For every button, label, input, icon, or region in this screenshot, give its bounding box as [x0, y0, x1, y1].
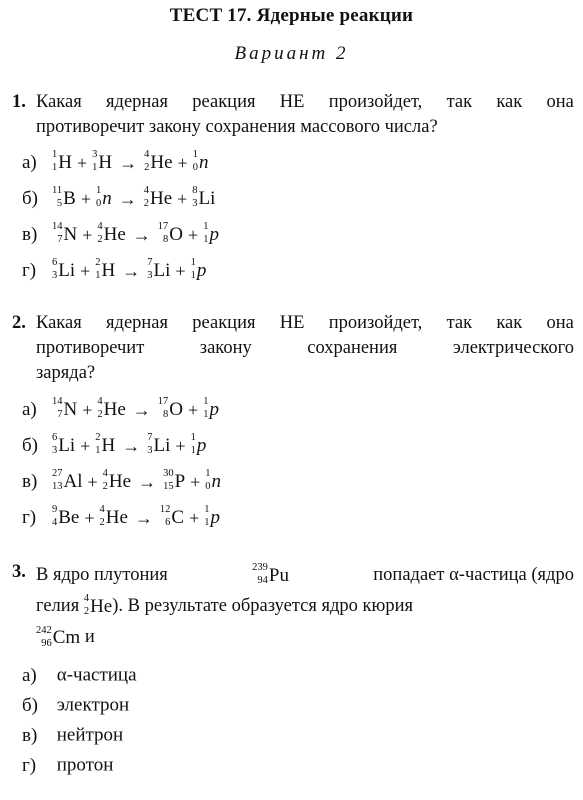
- option-item[interactable]: [22, 690, 129, 720]
- option-label: б): [22, 694, 38, 716]
- mass-number: 17: [157, 221, 169, 233]
- nuclide: [160, 502, 184, 533]
- nuclide: [193, 147, 209, 178]
- nuclide-numbers: [204, 505, 209, 528]
- nuclide: [203, 219, 219, 250]
- charge-number: 8: [163, 234, 169, 246]
- nuclide: [204, 502, 220, 533]
- option-item[interactable]: [22, 720, 123, 750]
- option-text: протон: [56, 754, 114, 776]
- word: противоречит: [36, 338, 145, 358]
- variant-label: Вариант 2: [234, 43, 349, 64]
- arrow-icon: →: [119, 152, 138, 173]
- nuclide: [191, 430, 207, 461]
- charge-number: 96: [41, 637, 52, 649]
- charge-number: 3: [52, 445, 58, 457]
- nuclide: [97, 219, 125, 250]
- question-line: [36, 622, 574, 653]
- mass-number: 9: [52, 504, 58, 516]
- option-item[interactable]: [22, 219, 219, 249]
- test-title: [0, 5, 583, 27]
- word: как: [496, 92, 523, 112]
- element-symbol: Li: [58, 259, 76, 281]
- mass-number: 30: [163, 468, 174, 480]
- nuclide-cm: [36, 622, 80, 653]
- charge-number: 15: [163, 481, 174, 493]
- question-text: [36, 90, 574, 140]
- element-symbol: He: [103, 398, 126, 420]
- element-symbol: p: [196, 434, 207, 456]
- charge-number: 2: [144, 162, 150, 174]
- nuclide: [100, 502, 128, 533]
- reaction-equation: [52, 183, 215, 214]
- charge-number: 2: [83, 606, 90, 618]
- nuclide-numbers: [84, 594, 89, 617]
- word: ядерная: [106, 92, 169, 112]
- mass-number: 7: [147, 257, 153, 269]
- word: Какая: [36, 92, 82, 112]
- nuclide-numbers: [144, 150, 149, 173]
- nuclide-numbers: [103, 469, 108, 492]
- nuclide: [52, 255, 75, 286]
- element-symbol: He: [150, 151, 173, 173]
- charge-number: 3: [192, 198, 198, 210]
- element-symbol: n: [211, 470, 222, 492]
- element-symbol: He: [105, 506, 128, 528]
- arrow-icon: →: [122, 260, 141, 281]
- question-number: 2.: [12, 313, 26, 333]
- question-2: [12, 311, 575, 383]
- option-label: а): [22, 398, 37, 420]
- nuclide-numbers: [100, 505, 105, 528]
- plus-sign: +: [80, 260, 91, 281]
- reaction-equation: [52, 394, 219, 425]
- arrow-icon: →: [138, 471, 157, 492]
- mass-number: 239: [252, 562, 268, 574]
- nuclide: [97, 394, 125, 425]
- charge-number: 1: [204, 517, 210, 529]
- word: электрического: [452, 338, 574, 358]
- element-symbol: He: [108, 470, 132, 492]
- word: закону: [199, 338, 252, 358]
- plus-sign: +: [177, 188, 188, 209]
- option-label: в): [22, 724, 38, 746]
- option-label: в): [22, 223, 38, 245]
- nuclide: [52, 394, 77, 425]
- element-symbol: He: [90, 595, 113, 617]
- element-symbol: He: [103, 223, 126, 245]
- plus-sign: +: [87, 471, 98, 492]
- mass-number: 1: [203, 396, 209, 408]
- reaction-equation: [52, 466, 221, 497]
- element-symbol: Pu: [268, 564, 289, 586]
- charge-number: 2: [102, 481, 108, 493]
- test-topic: Ядерные реакции: [256, 5, 414, 26]
- question-line: заряда?: [36, 363, 96, 383]
- mass-number: 1: [95, 185, 102, 197]
- charge-number: 2: [143, 198, 149, 210]
- text-fragment: гелия: [36, 595, 80, 616]
- charge-number: 1: [92, 162, 98, 174]
- nuclide: [52, 466, 83, 497]
- plus-sign: +: [177, 152, 188, 173]
- nuclide-numbers: [52, 186, 62, 209]
- mass-number: 1: [205, 468, 211, 480]
- mass-number: 1: [190, 257, 196, 269]
- nuclide-numbers: [92, 150, 97, 173]
- element-symbol: n: [102, 187, 112, 209]
- charge-number: 2: [97, 409, 103, 421]
- question-number: 1.: [12, 92, 26, 112]
- reaction-equation: [52, 147, 208, 178]
- plus-sign: +: [84, 507, 95, 528]
- option-label: б): [22, 187, 38, 209]
- charge-number: 0: [205, 481, 211, 493]
- word: реакция: [192, 92, 256, 112]
- nuclide: [92, 147, 112, 178]
- charge-number: 2: [97, 234, 103, 246]
- plus-sign: +: [175, 435, 186, 456]
- charge-number: 2: [99, 517, 105, 529]
- text-fragment: В ядро плутония: [36, 565, 168, 585]
- nuclide-numbers: [205, 469, 210, 492]
- reaction-equation: [52, 219, 219, 250]
- mass-number: 14: [52, 396, 63, 408]
- element-symbol: P: [174, 470, 186, 492]
- element-symbol: H: [101, 259, 116, 281]
- charge-number: 94: [257, 575, 268, 587]
- plus-sign: +: [76, 152, 88, 173]
- reaction-equation: [52, 255, 206, 286]
- question-line: [36, 591, 574, 622]
- element-symbol: O: [169, 398, 184, 420]
- test-label: ТЕСТ 17.: [169, 5, 252, 26]
- word: произойдет,: [328, 313, 423, 333]
- word: НЕ: [279, 92, 305, 112]
- word: она: [546, 92, 574, 112]
- element-symbol: B: [63, 187, 76, 209]
- nuclide: [147, 430, 170, 461]
- mass-number: 6: [52, 257, 58, 269]
- charge-number: 1: [190, 445, 196, 457]
- question-line: [36, 560, 574, 591]
- mass-number: 4: [143, 185, 149, 197]
- mass-number: 8: [192, 185, 198, 197]
- mass-number: 14: [52, 221, 63, 233]
- plus-sign: +: [82, 399, 93, 420]
- option-label: г): [22, 259, 37, 281]
- nuclide-he: [84, 591, 112, 622]
- charge-number: 3: [52, 270, 58, 282]
- nuclide-numbers: [158, 222, 169, 245]
- charge-number: 0: [95, 198, 102, 210]
- question-line: противоречит закону сохранения массового числа?: [36, 117, 438, 137]
- option-label: а): [22, 664, 37, 686]
- option-label: г): [22, 754, 37, 776]
- nuclide-numbers: [96, 186, 101, 209]
- mass-number: 1: [192, 149, 198, 161]
- element-symbol: p: [209, 398, 219, 420]
- mass-number: 4: [97, 221, 103, 233]
- question-line: [36, 90, 574, 115]
- nuclide-numbers: [163, 469, 174, 492]
- option-item[interactable]: [22, 394, 219, 424]
- mass-number: 1: [190, 432, 196, 444]
- nuclide: [191, 255, 207, 286]
- nuclide-numbers: [147, 258, 152, 281]
- element-symbol: n: [198, 151, 209, 173]
- element-symbol: H: [101, 434, 116, 456]
- nuclide-numbers: [158, 397, 169, 420]
- mass-number: 7: [147, 432, 153, 444]
- nuclide-numbers: [191, 258, 196, 281]
- question-1: [12, 90, 575, 137]
- nuclide: [144, 147, 172, 178]
- nuclide-numbers: [160, 505, 171, 528]
- mass-number: 11: [52, 185, 63, 197]
- charge-number: 1: [203, 409, 209, 421]
- charge-number: 1: [52, 162, 58, 174]
- question-number: 3.: [12, 562, 26, 582]
- mass-number: 4: [144, 149, 150, 161]
- option-item[interactable]: [22, 750, 113, 780]
- element-symbol: H: [98, 151, 113, 173]
- plus-sign: +: [82, 224, 93, 245]
- element-symbol: N: [63, 398, 78, 420]
- charge-number: 13: [52, 481, 63, 493]
- element-symbol: p: [209, 223, 219, 245]
- element-symbol: H: [58, 151, 72, 173]
- arrow-icon: →: [122, 435, 141, 456]
- option-item[interactable]: [22, 660, 137, 690]
- plus-sign: +: [188, 224, 199, 245]
- nuclide: [103, 466, 131, 497]
- mass-number: 3: [92, 149, 98, 161]
- element-symbol: Cm: [52, 627, 81, 648]
- word: НЕ: [279, 313, 305, 333]
- nuclide: [96, 183, 112, 214]
- nuclide-numbers: [193, 150, 198, 173]
- mass-number: 242: [36, 624, 52, 636]
- nuclide-numbers: [36, 626, 52, 649]
- reaction-equation: [52, 502, 220, 533]
- plus-sign: +: [189, 507, 200, 528]
- element-symbol: p: [196, 259, 207, 281]
- nuclide-numbers: [252, 563, 268, 586]
- option-item[interactable]: [22, 502, 220, 532]
- charge-number: 7: [57, 409, 63, 421]
- charge-number: 3: [147, 270, 153, 282]
- charge-number: 5: [56, 198, 63, 210]
- charge-number: 1: [190, 270, 196, 282]
- element-symbol: p: [210, 506, 221, 528]
- charge-number: 1: [95, 270, 101, 282]
- nuclide-numbers: [95, 433, 100, 456]
- charge-number: 1: [203, 234, 209, 246]
- plus-sign: +: [80, 188, 91, 209]
- option-text: электрон: [56, 694, 130, 716]
- plus-sign: +: [190, 471, 201, 492]
- text-fragment: и: [84, 626, 95, 647]
- nuclide-numbers: [203, 222, 208, 245]
- option-item[interactable]: [22, 147, 208, 177]
- mass-number: 6: [52, 432, 58, 444]
- nuclide: [52, 502, 79, 533]
- option-item[interactable]: [22, 183, 215, 213]
- mass-number: 17: [157, 396, 169, 408]
- nuclide: [163, 466, 185, 497]
- mass-number: 4: [97, 396, 103, 408]
- nuclide: [95, 430, 115, 461]
- nuclide: [95, 255, 115, 286]
- charge-number: 7: [57, 234, 63, 246]
- question-line: [36, 336, 574, 361]
- nuclide-numbers: [52, 258, 57, 281]
- word: как: [496, 313, 523, 333]
- nuclide-numbers: [97, 222, 102, 245]
- nuclide: [52, 147, 72, 178]
- word: реакция: [192, 313, 256, 333]
- question-text: [36, 311, 574, 386]
- text-fragment: попадает α-частица (ядро: [373, 565, 574, 585]
- nuclide: [192, 183, 215, 214]
- nuclide-pu: [252, 560, 289, 591]
- option-label: а): [22, 151, 37, 173]
- element-symbol: C: [171, 506, 185, 528]
- mass-number: 4: [99, 504, 105, 516]
- arrow-icon: →: [118, 188, 137, 209]
- element-symbol: Li: [153, 434, 171, 456]
- plus-sign: +: [175, 260, 186, 281]
- option-item[interactable]: [22, 430, 206, 460]
- charge-number: 6: [165, 517, 171, 529]
- charge-number: 3: [147, 445, 153, 457]
- nuclide-numbers: [147, 433, 152, 456]
- option-label: г): [22, 506, 37, 528]
- nuclide: [158, 394, 183, 425]
- word: Какая: [36, 313, 82, 333]
- option-label: б): [22, 434, 38, 456]
- mass-number: 2: [95, 257, 101, 269]
- word: она: [546, 313, 574, 333]
- nuclide-numbers: [52, 397, 63, 420]
- nuclide-numbers: [144, 186, 149, 209]
- option-text: нейтрон: [56, 724, 124, 746]
- nuclide-numbers: [203, 397, 208, 420]
- nuclide-numbers: [52, 505, 57, 528]
- charge-number: 8: [163, 409, 169, 421]
- option-text: α-частица: [56, 664, 137, 686]
- nuclide: [158, 219, 183, 250]
- option-item[interactable]: [22, 466, 221, 496]
- nuclide-numbers: [97, 397, 102, 420]
- nuclide-numbers: [191, 433, 196, 456]
- element-symbol: Al: [63, 470, 83, 492]
- mass-number: 4: [83, 593, 90, 605]
- plus-sign: +: [188, 399, 199, 420]
- reaction-equation: [52, 430, 206, 461]
- mass-number: 4: [102, 468, 108, 480]
- arrow-icon: →: [134, 507, 153, 528]
- nuclide: [52, 219, 77, 250]
- nuclide: [52, 430, 75, 461]
- question-3: [12, 560, 575, 649]
- nuclide: [205, 466, 221, 497]
- charge-number: 0: [192, 162, 198, 174]
- nuclide-numbers: [52, 150, 57, 173]
- plus-sign: +: [80, 435, 91, 456]
- word: ядерная: [106, 313, 169, 333]
- nuclide: [144, 183, 172, 214]
- question-line: [36, 311, 574, 336]
- nuclide-numbers: [52, 433, 57, 456]
- element-symbol: N: [63, 223, 78, 245]
- element-symbol: O: [169, 223, 184, 245]
- mass-number: 1: [203, 221, 209, 233]
- nuclide-numbers: [95, 258, 100, 281]
- element-symbol: Li: [198, 187, 216, 209]
- element-symbol: He: [149, 187, 173, 209]
- charge-number: 4: [52, 517, 58, 529]
- mass-number: 2: [95, 432, 101, 444]
- mass-number: 27: [52, 468, 63, 480]
- nuclide-numbers: [192, 186, 197, 209]
- option-label: в): [22, 470, 38, 492]
- text-fragment: ). В результате образуется ядро кюрия: [112, 595, 414, 616]
- word: сохранения: [307, 338, 398, 358]
- charge-number: 1: [95, 445, 101, 457]
- arrow-icon: →: [132, 224, 151, 245]
- word: так: [446, 313, 473, 333]
- nuclide-numbers: [52, 469, 63, 492]
- nuclide: [147, 255, 170, 286]
- element-symbol: Be: [58, 506, 80, 528]
- element-symbol: Li: [153, 259, 171, 281]
- word: произойдет,: [328, 92, 423, 112]
- arrow-icon: →: [132, 399, 151, 420]
- option-item[interactable]: [22, 255, 206, 285]
- nuclide: [203, 394, 219, 425]
- element-symbol: Li: [58, 434, 76, 456]
- mass-number: 1: [52, 149, 58, 161]
- word: так: [446, 92, 473, 112]
- mass-number: 12: [159, 504, 171, 516]
- nuclide: [52, 183, 76, 214]
- nuclide-numbers: [52, 222, 63, 245]
- question-text: [36, 560, 574, 653]
- mass-number: 1: [204, 504, 210, 516]
